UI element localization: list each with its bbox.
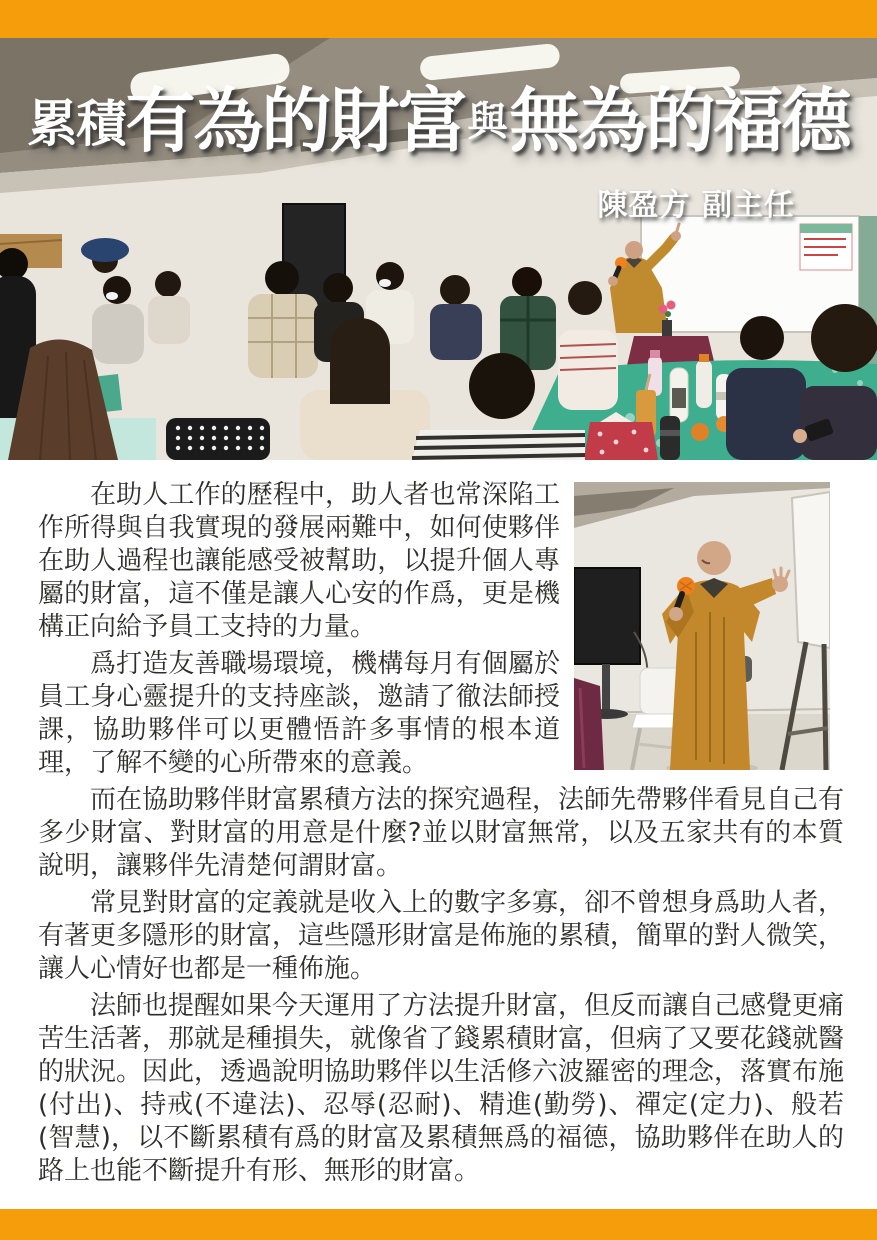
paragraph-4: 常見對財富的定義就是收入上的數字多寡，卻不曾想身爲助人者，有著更多隱形的財富，這些隱形財富是佈施的累積，簡單的對人微笑，讓人心情好也都是一種佈施。: [38, 888, 845, 984]
perforated-chair: [166, 418, 270, 460]
bottom-accent-bar: [0, 1209, 877, 1240]
inset-photo: [574, 482, 830, 770]
title-prefix: 累積: [27, 94, 126, 153]
paragraph-3: 而在協助夥伴財富累積方法的探究過程，法師先帶夥伴看見自己有多少財富、對財富的用意是什麼?並以財富無常，以及五家共有的本質說明，讓夥伴先清楚何謂財富。: [38, 785, 845, 881]
paragraph-1: 在助人工作的歷程中，助人者也常深陷工作所得與自我實現的發展兩難中，如何使夥伴在助人過程也讓能感受被幫助，以提升個人專屬的財富，這不僅是讓人心安的作爲，更是機構正向給予員工支持的力量。: [38, 480, 560, 642]
page-title: [0, 79, 877, 162]
pinned-chart: [800, 224, 852, 270]
title-main-1: 有為的財富: [125, 79, 466, 162]
burgundy-chair: [574, 678, 604, 770]
paragraph-5: 法師也提醒如果今天運用了方法提升財富，但反而讓自己感覺更痛苦生活著，那就是種損失，就像省了錢累積財富，但病了又要花錢就醫的狀況。因此，透過說明協助夥伴以生活修六波羅密的理念，落實布施(付出)、持戒(不違法)、忍辱(忍耐)、精進(勤勞)、禪定(定力)、般若(智慧)，以不斷累積有爲的財富及累積無爲的福德，協助夥伴在助人的路上也能不斷提升有形、無形的財富。: [38, 991, 845, 1186]
article-body: [38, 479, 844, 1192]
byline: 陳盈方 副主任: [597, 188, 795, 223]
title-connector: 與: [467, 98, 508, 145]
paragraph-2: 爲打造友善職場環境，機構每月有個屬於員工身心靈提升的支持座談，邀請了徹法師授課，協助夥伴可以更體悟許多事情的根本道理，了解不變的心所帶來的意義。: [38, 649, 560, 778]
top-accent-bar: [0, 0, 877, 38]
title-main-2: 無為的福德: [509, 79, 850, 162]
monk-lecture-scene: [574, 482, 830, 770]
